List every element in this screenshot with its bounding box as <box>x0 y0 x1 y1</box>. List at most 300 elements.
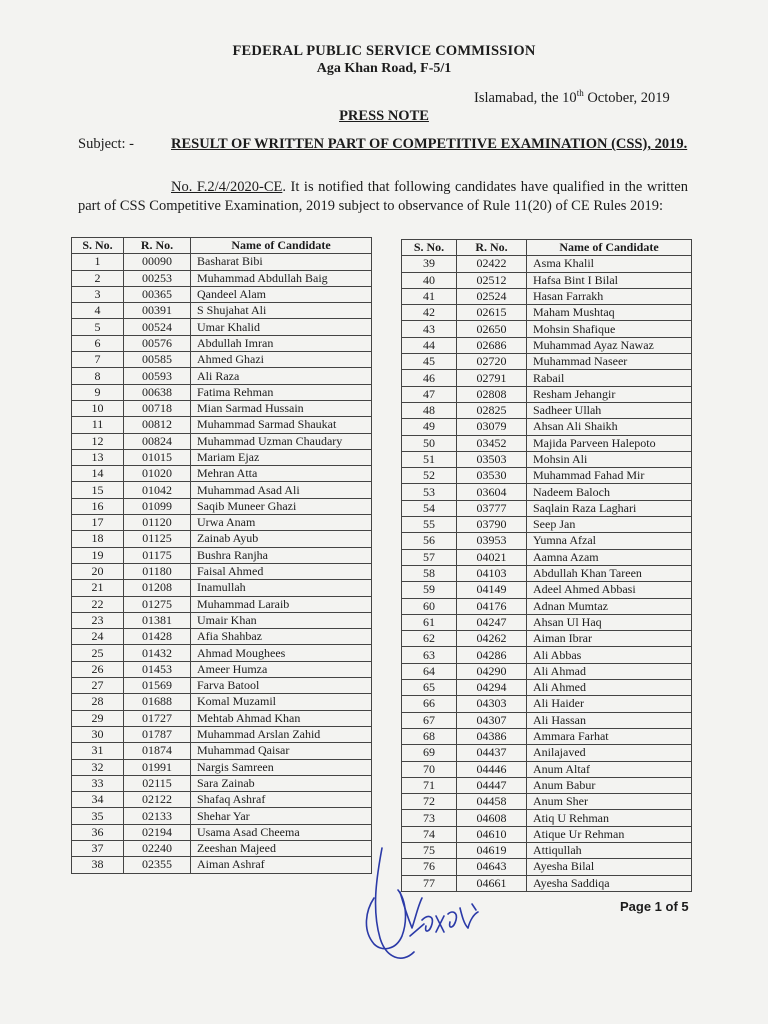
table-row <box>402 777 692 793</box>
roll-number-cell: 04103 <box>457 565 527 581</box>
candidate-name-cell: Aiman Ibrar <box>527 631 692 647</box>
table-row <box>72 840 372 856</box>
roll-number-cell: 02122 <box>124 792 191 808</box>
candidate-name-cell: Mohsin Ali <box>527 451 692 467</box>
table-row <box>72 629 372 645</box>
table-row <box>72 645 372 661</box>
table-row <box>72 759 372 775</box>
date-prefix: Islamabad, the 10 <box>474 89 577 106</box>
candidate-name-cell: Ali Ahmad <box>527 663 692 679</box>
roll-number-cell: 04458 <box>457 794 527 810</box>
table-row <box>402 533 692 549</box>
intro-text: . It is notified that following candidates have qualified in the written part of CSS Competitive Examination, 2019 subject to observance of Rule 11(20) of CE Rules 2019: <box>78 179 688 214</box>
table-row <box>402 517 692 533</box>
table-row <box>72 498 372 514</box>
candidate-name-cell: Ahsan Ali Shaikh <box>527 419 692 435</box>
serial-number-cell: 13 <box>72 449 124 465</box>
roll-number-cell: 01787 <box>124 726 191 742</box>
roll-number-cell: 01428 <box>124 629 191 645</box>
serial-number-cell: 33 <box>72 775 124 791</box>
header-serial: S. No. <box>402 240 457 256</box>
table-row <box>72 286 372 302</box>
roll-number-cell: 02825 <box>457 402 527 418</box>
serial-number-cell: 17 <box>72 515 124 531</box>
table-row <box>402 337 692 353</box>
serial-number-cell: 4 <box>72 303 124 319</box>
candidate-name-cell: Basharat Bibi <box>191 254 372 270</box>
candidate-name-cell: Sara Zainab <box>191 775 372 791</box>
serial-number-cell: 24 <box>72 629 124 645</box>
candidate-name-cell: Qandeel Alam <box>191 286 372 302</box>
roll-number-cell: 01042 <box>124 482 191 498</box>
roll-number-cell: 02720 <box>457 354 527 370</box>
candidate-name-cell: Mohsin Shafique <box>527 321 692 337</box>
roll-number-cell: 04294 <box>457 680 527 696</box>
roll-number-cell: 04303 <box>457 696 527 712</box>
candidate-name-cell: Saqlain Raza Laghari <box>527 500 692 516</box>
roll-number-cell: 01180 <box>124 563 191 579</box>
table-row <box>402 728 692 744</box>
table-row <box>402 354 692 370</box>
serial-number-cell: 43 <box>402 321 457 337</box>
table-row <box>72 596 372 612</box>
table-row <box>402 794 692 810</box>
serial-number-cell: 45 <box>402 354 457 370</box>
serial-number-cell: 21 <box>72 580 124 596</box>
candidate-name-cell: Mian Sarmad Hussain <box>191 400 372 416</box>
table-row <box>402 614 692 630</box>
roll-number-cell: 01099 <box>124 498 191 514</box>
serial-number-cell: 15 <box>72 482 124 498</box>
candidate-name-cell: Mehran Atta <box>191 466 372 482</box>
serial-number-cell: 36 <box>72 824 124 840</box>
roll-number-cell: 03604 <box>457 484 527 500</box>
serial-number-cell: 16 <box>72 498 124 514</box>
intro-paragraph <box>78 178 688 216</box>
table-row <box>402 402 692 418</box>
roll-number-cell: 04437 <box>457 745 527 761</box>
serial-number-cell: 42 <box>402 305 457 321</box>
roll-number-cell: 00576 <box>124 335 191 351</box>
candidate-name-cell: Maham Mushtaq <box>527 305 692 321</box>
roll-number-cell: 01120 <box>124 515 191 531</box>
roll-number-cell: 03530 <box>457 468 527 484</box>
roll-number-cell: 04610 <box>457 826 527 842</box>
reference-number: No. F.2/4/2020-CE <box>171 179 283 195</box>
roll-number-cell: 01275 <box>124 596 191 612</box>
table-row <box>72 775 372 791</box>
dateline <box>474 88 670 107</box>
table-row <box>72 319 372 335</box>
table-row <box>402 598 692 614</box>
table-row <box>72 808 372 824</box>
serial-number-cell: 74 <box>402 826 457 842</box>
table-row <box>402 386 692 402</box>
serial-number-cell: 29 <box>72 710 124 726</box>
candidate-name-cell: Urwa Anam <box>191 515 372 531</box>
table-row <box>402 761 692 777</box>
serial-number-cell: 75 <box>402 842 457 858</box>
signature-image <box>352 840 492 970</box>
serial-number-cell: 44 <box>402 337 457 353</box>
table-row <box>72 792 372 808</box>
serial-number-cell: 40 <box>402 272 457 288</box>
candidate-name-cell: Aamna Azam <box>527 549 692 565</box>
candidate-name-cell: Asma Khalil <box>527 256 692 272</box>
candidate-name-cell: Zeeshan Majeed <box>191 840 372 856</box>
candidate-name-cell: Zainab Ayub <box>191 531 372 547</box>
roll-number-cell: 01991 <box>124 759 191 775</box>
serial-number-cell: 71 <box>402 777 457 793</box>
candidate-name-cell: Muhammad Laraib <box>191 596 372 612</box>
roll-number-cell: 01381 <box>124 612 191 628</box>
serial-number-cell: 63 <box>402 647 457 663</box>
serial-number-cell: 18 <box>72 531 124 547</box>
roll-number-cell: 04262 <box>457 631 527 647</box>
candidate-name-cell: Farva Batool <box>191 678 372 694</box>
roll-number-cell: 00638 <box>124 384 191 400</box>
serial-number-cell: 69 <box>402 745 457 761</box>
roll-number-cell: 04447 <box>457 777 527 793</box>
table-row <box>72 384 372 400</box>
table-row <box>72 515 372 531</box>
roll-number-cell: 03953 <box>457 533 527 549</box>
candidate-name-cell: Rabail <box>527 370 692 386</box>
roll-number-cell: 02808 <box>457 386 527 402</box>
serial-number-cell: 50 <box>402 435 457 451</box>
candidate-name-cell: Ahsan Ul Haq <box>527 614 692 630</box>
organization-address: Aga Khan Road, F-5/1 <box>316 61 452 76</box>
candidate-name-cell: Nadeem Baloch <box>527 484 692 500</box>
table-row <box>72 352 372 368</box>
header-name: Name of Candidate <box>527 240 692 256</box>
table-row <box>402 435 692 451</box>
serial-number-cell: 58 <box>402 565 457 581</box>
roll-number-cell: 00391 <box>124 303 191 319</box>
candidate-name-cell: Ahmad Moughees <box>191 645 372 661</box>
table-row <box>72 400 372 416</box>
serial-number-cell: 53 <box>402 484 457 500</box>
candidate-name-cell: Attiqullah <box>527 842 692 858</box>
candidates-table-right <box>401 239 692 892</box>
serial-number-cell: 32 <box>72 759 124 775</box>
candidate-name-cell: Majida Parveen Halepoto <box>527 435 692 451</box>
serial-number-cell: 59 <box>402 582 457 598</box>
table-row <box>402 451 692 467</box>
roll-number-cell: 03790 <box>457 517 527 533</box>
candidate-name-cell: Ali Ahmed <box>527 680 692 696</box>
candidate-name-cell: Anilajaved <box>527 745 692 761</box>
table-row <box>72 563 372 579</box>
roll-number-cell: 02524 <box>457 288 527 304</box>
table-row <box>72 857 372 873</box>
candidate-name-cell: Adnan Mumtaz <box>527 598 692 614</box>
candidate-name-cell: Komal Muzamil <box>191 694 372 710</box>
serial-number-cell: 41 <box>402 288 457 304</box>
table-row <box>72 270 372 286</box>
table-row <box>72 678 372 694</box>
table-row <box>72 303 372 319</box>
serial-number-cell: 23 <box>72 612 124 628</box>
table-row <box>402 565 692 581</box>
roll-number-cell: 01727 <box>124 710 191 726</box>
roll-number-cell: 00824 <box>124 433 191 449</box>
table-row <box>72 694 372 710</box>
subject-text: RESULT OF WRITTEN PART OF COMPETITIVE EXAMINATION (CSS), 2019. <box>171 136 688 152</box>
serial-number-cell: 12 <box>72 433 124 449</box>
serial-number-cell: 39 <box>402 256 457 272</box>
table-row <box>72 531 372 547</box>
candidate-name-cell: Ayesha Bilal <box>527 859 692 875</box>
roll-number-cell: 01175 <box>124 547 191 563</box>
candidate-name-cell: Hasan Farrakh <box>527 288 692 304</box>
candidate-name-cell: Shafaq Ashraf <box>191 792 372 808</box>
roll-number-cell: 01874 <box>124 743 191 759</box>
serial-number-cell: 8 <box>72 368 124 384</box>
candidate-name-cell: Sadheer Ullah <box>527 402 692 418</box>
table-row <box>402 696 692 712</box>
candidates-table-left <box>71 237 372 874</box>
roll-number-cell: 04286 <box>457 647 527 663</box>
candidate-name-cell: Ali Haider <box>527 696 692 712</box>
candidate-name-cell: Afia Shahbaz <box>191 629 372 645</box>
serial-number-cell: 65 <box>402 680 457 696</box>
serial-number-cell: 37 <box>72 840 124 856</box>
table-row <box>402 468 692 484</box>
candidate-name-cell: Bushra Ranjha <box>191 547 372 563</box>
table-row <box>402 647 692 663</box>
table-row <box>402 810 692 826</box>
serial-number-cell: 34 <box>72 792 124 808</box>
press-note-title: PRESS NOTE <box>339 108 429 124</box>
serial-number-cell: 5 <box>72 319 124 335</box>
table-row <box>402 549 692 565</box>
candidate-name-cell: Ali Raza <box>191 368 372 384</box>
table-row <box>402 288 692 304</box>
serial-number-cell: 62 <box>402 631 457 647</box>
roll-number-cell: 01432 <box>124 645 191 661</box>
candidate-name-cell: Muhammad Qaisar <box>191 743 372 759</box>
serial-number-cell: 77 <box>402 875 457 891</box>
table-row <box>72 661 372 677</box>
table-row <box>72 449 372 465</box>
candidate-name-cell: Muhammad Ayaz Nawaz <box>527 337 692 353</box>
serial-number-cell: 20 <box>72 563 124 579</box>
candidate-name-cell: Ali Abbas <box>527 647 692 663</box>
candidate-name-cell: Fatima Rehman <box>191 384 372 400</box>
serial-number-cell: 49 <box>402 419 457 435</box>
serial-number-cell: 1 <box>72 254 124 270</box>
serial-number-cell: 11 <box>72 417 124 433</box>
roll-number-cell: 00090 <box>124 254 191 270</box>
roll-number-cell: 02422 <box>457 256 527 272</box>
roll-number-cell: 01020 <box>124 466 191 482</box>
table-row <box>72 547 372 563</box>
candidate-name-cell: Umar Khalid <box>191 319 372 335</box>
table-header-row <box>402 240 692 256</box>
candidate-name-cell: Mariam Ejaz <box>191 449 372 465</box>
table-row <box>402 712 692 728</box>
roll-number-cell: 04290 <box>457 663 527 679</box>
serial-number-cell: 51 <box>402 451 457 467</box>
table-row <box>72 710 372 726</box>
serial-number-cell: 46 <box>402 370 457 386</box>
candidate-name-cell: Muhammad Sarmad Shaukat <box>191 417 372 433</box>
roll-number-cell: 00585 <box>124 352 191 368</box>
table-row <box>72 254 372 270</box>
roll-number-cell: 00593 <box>124 368 191 384</box>
date-suffix: October, 2019 <box>583 89 670 106</box>
table-row <box>72 482 372 498</box>
serial-number-cell: 54 <box>402 500 457 516</box>
candidate-name-cell: Usama Asad Cheema <box>191 824 372 840</box>
serial-number-cell: 52 <box>402 468 457 484</box>
roll-number-cell: 04176 <box>457 598 527 614</box>
candidate-name-cell: Ahmed Ghazi <box>191 352 372 368</box>
table-row <box>72 580 372 596</box>
serial-number-cell: 22 <box>72 596 124 612</box>
serial-number-cell: 47 <box>402 386 457 402</box>
serial-number-cell: 30 <box>72 726 124 742</box>
table-row <box>72 726 372 742</box>
serial-number-cell: 25 <box>72 645 124 661</box>
candidate-name-cell: Ameer Humza <box>191 661 372 677</box>
serial-number-cell: 72 <box>402 794 457 810</box>
roll-number-cell: 04149 <box>457 582 527 598</box>
serial-number-cell: 60 <box>402 598 457 614</box>
roll-number-cell: 02650 <box>457 321 527 337</box>
candidate-name-cell: Seep Jan <box>527 517 692 533</box>
roll-number-cell: 02512 <box>457 272 527 288</box>
roll-number-cell: 02194 <box>124 824 191 840</box>
candidate-name-cell: Atique Ur Rehman <box>527 826 692 842</box>
table-row <box>72 466 372 482</box>
candidate-name-cell: Muhammad Fahad Mir <box>527 468 692 484</box>
table-row <box>72 433 372 449</box>
roll-number-cell: 02686 <box>457 337 527 353</box>
table-row <box>402 256 692 272</box>
table-row <box>72 824 372 840</box>
table-row <box>402 631 692 647</box>
table-header-row <box>72 238 372 254</box>
serial-number-cell: 48 <box>402 402 457 418</box>
serial-number-cell: 73 <box>402 810 457 826</box>
candidate-name-cell: Shehar Yar <box>191 808 372 824</box>
roll-number-cell: 03777 <box>457 500 527 516</box>
serial-number-cell: 57 <box>402 549 457 565</box>
table-row <box>402 321 692 337</box>
roll-number-cell: 02115 <box>124 775 191 791</box>
table-row <box>402 305 692 321</box>
serial-number-cell: 7 <box>72 352 124 368</box>
candidate-name-cell: Adeel Ahmed Abbasi <box>527 582 692 598</box>
roll-number-cell: 01569 <box>124 678 191 694</box>
candidate-name-cell: Anum Sher <box>527 794 692 810</box>
header-roll: R. No. <box>124 238 191 254</box>
roll-number-cell: 00812 <box>124 417 191 433</box>
table-row <box>402 745 692 761</box>
candidate-name-cell: Muhammad Abdullah Baig <box>191 270 372 286</box>
table-row <box>402 680 692 696</box>
header-serial: S. No. <box>72 238 124 254</box>
serial-number-cell: 19 <box>72 547 124 563</box>
candidate-name-cell: Resham Jehangir <box>527 386 692 402</box>
candidate-name-cell: Ayesha Saddiqa <box>527 875 692 891</box>
roll-number-cell: 04446 <box>457 761 527 777</box>
candidate-name-cell: Ammara Farhat <box>527 728 692 744</box>
roll-number-cell: 00718 <box>124 400 191 416</box>
table-row <box>402 663 692 679</box>
serial-number-cell: 68 <box>402 728 457 744</box>
roll-number-cell: 04247 <box>457 614 527 630</box>
candidate-name-cell: Anum Altaf <box>527 761 692 777</box>
roll-number-cell: 04386 <box>457 728 527 744</box>
roll-number-cell: 02791 <box>457 370 527 386</box>
table-row <box>72 417 372 433</box>
candidate-name-cell: Saqib Muneer Ghazi <box>191 498 372 514</box>
serial-number-cell: 64 <box>402 663 457 679</box>
subject-label: Subject: - <box>78 136 134 152</box>
candidate-name-cell: Yumna Afzal <box>527 533 692 549</box>
roll-number-cell: 04307 <box>457 712 527 728</box>
serial-number-cell: 56 <box>402 533 457 549</box>
roll-number-cell: 01453 <box>124 661 191 677</box>
candidate-name-cell: Abdullah Imran <box>191 335 372 351</box>
serial-number-cell: 28 <box>72 694 124 710</box>
header-name: Name of Candidate <box>191 238 372 254</box>
serial-number-cell: 70 <box>402 761 457 777</box>
candidate-name-cell: Anum Babur <box>527 777 692 793</box>
date-superscript: th <box>576 88 584 98</box>
table-row <box>402 272 692 288</box>
roll-number-cell: 04021 <box>457 549 527 565</box>
header-roll: R. No. <box>457 240 527 256</box>
roll-number-cell: 04619 <box>457 842 527 858</box>
roll-number-cell: 03503 <box>457 451 527 467</box>
roll-number-cell: 00253 <box>124 270 191 286</box>
serial-number-cell: 2 <box>72 270 124 286</box>
candidate-name-cell: Nargis Samreen <box>191 759 372 775</box>
roll-number-cell: 01015 <box>124 449 191 465</box>
table-row <box>402 484 692 500</box>
table-row <box>72 368 372 384</box>
candidate-name-cell: Aiman Ashraf <box>191 857 372 873</box>
roll-number-cell: 00365 <box>124 286 191 302</box>
roll-number-cell: 01125 <box>124 531 191 547</box>
roll-number-cell: 02240 <box>124 840 191 856</box>
serial-number-cell: 26 <box>72 661 124 677</box>
roll-number-cell: 04661 <box>457 875 527 891</box>
candidate-name-cell: Ali Hassan <box>527 712 692 728</box>
serial-number-cell: 27 <box>72 678 124 694</box>
serial-number-cell: 66 <box>402 696 457 712</box>
roll-number-cell: 03452 <box>457 435 527 451</box>
serial-number-cell: 35 <box>72 808 124 824</box>
serial-number-cell: 76 <box>402 859 457 875</box>
table-row <box>402 582 692 598</box>
candidate-name-cell: Hafsa Bint I Bilal <box>527 272 692 288</box>
serial-number-cell: 38 <box>72 857 124 873</box>
candidate-name-cell: Muhammad Naseer <box>527 354 692 370</box>
serial-number-cell: 6 <box>72 335 124 351</box>
roll-number-cell: 04643 <box>457 859 527 875</box>
roll-number-cell: 04608 <box>457 810 527 826</box>
table-row <box>402 419 692 435</box>
table-row <box>72 612 372 628</box>
serial-number-cell: 67 <box>402 712 457 728</box>
organization-name: FEDERAL PUBLIC SERVICE COMMISSION <box>232 43 536 59</box>
candidate-name-cell: Muhammad Arslan Zahid <box>191 726 372 742</box>
